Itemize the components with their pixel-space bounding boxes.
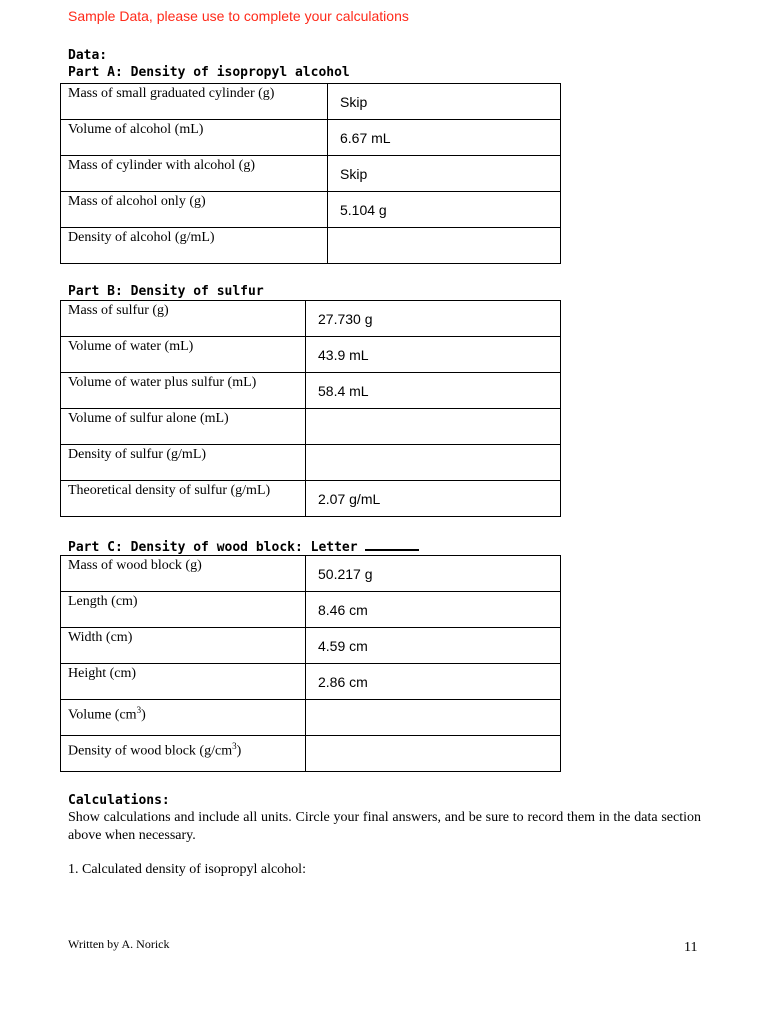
row-label: Length (cm) xyxy=(68,594,138,609)
table-row xyxy=(61,700,561,736)
row-value xyxy=(306,700,560,710)
part-b-heading: Part B: Density of sulfur xyxy=(68,284,264,299)
footer-author: Written by A. Norick xyxy=(68,937,170,951)
table-row xyxy=(61,228,561,264)
part-c-heading xyxy=(68,538,419,555)
row-value: 4.59 cm xyxy=(318,638,368,654)
row-label: Mass of alcohol only (g) xyxy=(68,194,206,209)
data-heading: Data: xyxy=(68,48,108,63)
letter-blank xyxy=(365,538,419,551)
table-row xyxy=(61,445,561,481)
row-value xyxy=(306,409,560,419)
row-label: Width (cm) xyxy=(68,630,133,645)
label-prefix: Volume (cm xyxy=(68,707,137,723)
part-c-table xyxy=(60,555,561,772)
table-row xyxy=(61,192,561,228)
row-label: Mass of cylinder with alcohol (g) xyxy=(68,158,256,173)
table-row xyxy=(61,337,561,373)
label-superscript: 3 xyxy=(232,741,237,751)
row-label: Volume of sulfur alone (mL) xyxy=(68,411,229,426)
row-label: Mass of small graduated cylinder (g) xyxy=(68,86,275,101)
table-row xyxy=(61,301,561,337)
row-label: Theoretical density of sulfur (g/mL) xyxy=(68,483,271,498)
row-value: 50.217 g xyxy=(318,566,373,582)
table-row xyxy=(61,556,561,592)
row-value: 2.86 cm xyxy=(318,674,368,690)
row-value: 27.730 g xyxy=(318,311,373,327)
row-value: 2.07 g/mL xyxy=(318,491,381,507)
row-value: 6.67 mL xyxy=(340,130,391,146)
row-value: 8.46 cm xyxy=(318,602,368,618)
row-label: Volume of alcohol (mL) xyxy=(68,122,204,137)
calculations-instructions: Show calculations and include all units. Circle your final answers, and be sure to record them in the data section above when necessary. xyxy=(68,810,701,843)
row-value: 5.104 g xyxy=(340,202,387,218)
table-row xyxy=(61,120,561,156)
row-label: Volume of water (mL) xyxy=(68,339,194,354)
sample-data-notice: Sample Data, please use to complete your calculations xyxy=(68,8,409,24)
label-superscript: 3 xyxy=(136,705,142,715)
row-label: Volume of water plus sulfur (mL) xyxy=(68,375,257,390)
label-suffix: ) xyxy=(236,743,242,759)
row-label: Mass of sulfur (g) xyxy=(68,303,169,318)
page-number: 11 xyxy=(684,940,698,955)
table-row xyxy=(61,592,561,628)
row-label: Density of alcohol (g/mL) xyxy=(68,230,215,245)
part-a-heading: Part A: Density of isopropyl alcohol xyxy=(68,65,350,80)
row-label xyxy=(61,700,305,724)
table-row xyxy=(61,84,561,120)
label-suffix: ) xyxy=(141,707,146,723)
row-value: Skip xyxy=(340,94,368,110)
row-value: 43.9 mL xyxy=(318,347,369,363)
table-row xyxy=(61,664,561,700)
row-label xyxy=(61,736,305,760)
part-b-table xyxy=(60,300,561,517)
part-a-table xyxy=(60,83,561,264)
table-row xyxy=(61,156,561,192)
table-row xyxy=(61,736,561,772)
row-value xyxy=(328,228,560,238)
row-value xyxy=(306,736,560,746)
calculations-heading: Calculations: xyxy=(68,793,170,808)
table-row xyxy=(61,409,561,445)
table-row xyxy=(61,628,561,664)
label-prefix: Density of wood block (g/cm xyxy=(68,743,233,759)
row-value xyxy=(306,445,560,455)
row-value: Skip xyxy=(340,166,368,182)
row-label: Mass of wood block (g) xyxy=(68,558,202,573)
row-value: 58.4 mL xyxy=(318,383,369,399)
part-c-heading-text: Part C: Density of wood block: Letter xyxy=(68,540,358,555)
table-row xyxy=(61,481,561,517)
row-label: Density of sulfur (g/mL) xyxy=(68,447,207,462)
question-1: 1. Calculated density of isopropyl alcohol: xyxy=(68,862,306,877)
table-row xyxy=(61,373,561,409)
row-label: Height (cm) xyxy=(68,666,137,681)
